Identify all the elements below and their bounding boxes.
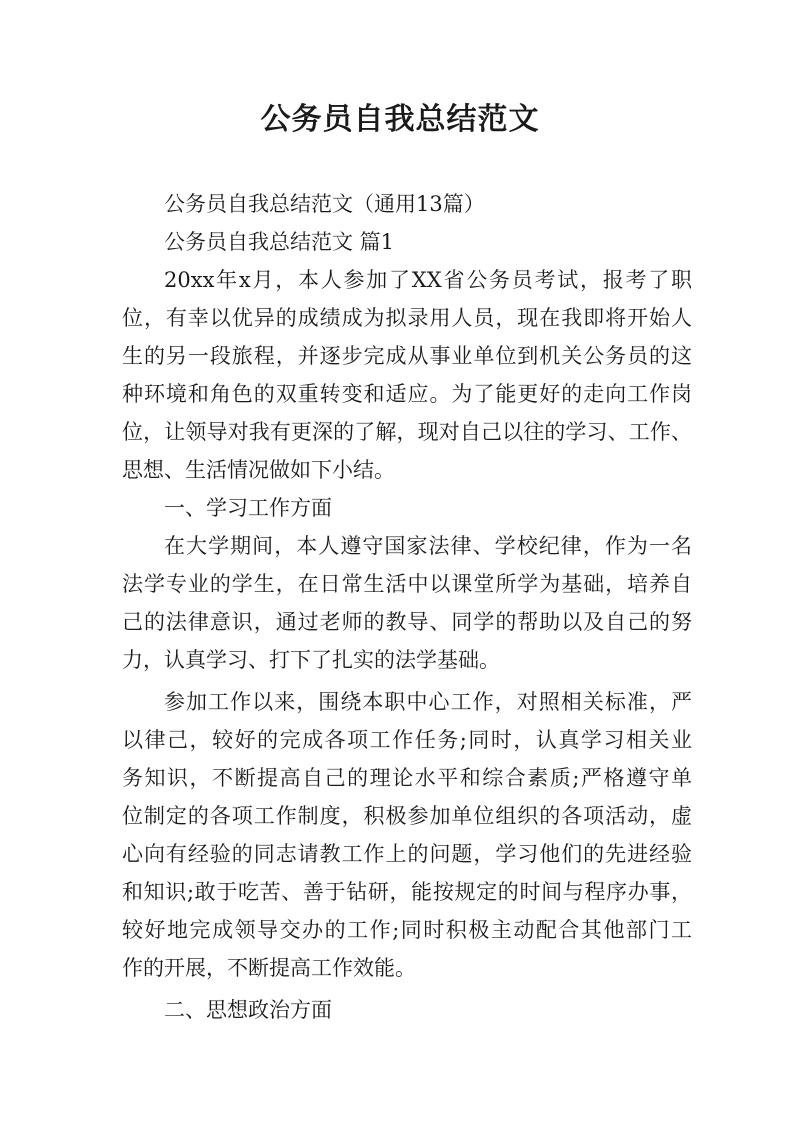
- paragraph-line: 和知识;敢于吃苦、善于钻研，能按规定的时间与程序办事，: [122, 880, 692, 904]
- paragraph-line: 己的法律意识，通过老师的教导、同学的帮助以及自己的努: [122, 610, 692, 634]
- document-title: 公务员自我总结范文: [260, 102, 540, 137]
- paragraph-1: [122, 261, 692, 489]
- paragraph-line: 参加工作以来，围绕本职中心工作，对照相关标准，严: [164, 690, 692, 714]
- paragraph-line: 位制定的各项工作制度，积极参加单位组织的各项活动，虚: [122, 804, 692, 828]
- paragraph-2: [122, 527, 692, 679]
- document-body: [122, 185, 692, 1029]
- paragraph-line: 在大学期间，本人遵守国家法律、学校纪律，作为一名: [164, 534, 692, 558]
- paragraph-line: 以律己，较好的完成各项工作任务;同时，认真学习相关业: [122, 728, 692, 752]
- document-subtitle: 公务员自我总结范文（通用13篇）: [164, 192, 485, 216]
- paragraph-line: 种环境和角色的双重转变和适应。为了能更好的走向工作岗: [122, 382, 692, 406]
- paragraph-line: 位，让领导对我有更深的了解，现对自己以往的学习、工作、: [122, 420, 692, 444]
- paragraph-line: 务知识，不断提高自己的理论水平和综合素质;严格遵守单: [122, 766, 692, 790]
- section-heading: 公务员自我总结范文 篇1: [164, 230, 395, 254]
- paragraph-line: 20xx年x月，本人参加了XX省公务员考试，报考了职: [164, 268, 692, 292]
- heading-ideology-politics: 二、思想政治方面: [164, 998, 332, 1022]
- heading-study-work: 一、学习工作方面: [164, 496, 332, 520]
- paragraph-line: 法学专业的学生，在日常生活中以课堂所学为基础，培养自: [122, 572, 692, 596]
- paragraph-line: 较好地完成领导交办的工作;同时积极主动配合其他部门工: [122, 918, 692, 942]
- paragraph-line: 力，认真学习、打下了扎实的法学基础。: [122, 648, 500, 672]
- paragraph-line: 作的开展，不断提高工作效能。: [122, 956, 416, 980]
- paragraph-3: [122, 683, 692, 987]
- paragraph-line: 思想、生活情况做如下小结。: [122, 458, 395, 482]
- paragraph-line: 生的另一段旅程，并逐步完成从事业单位到机关公务员的这: [122, 344, 692, 368]
- paragraph-line: 心向有经验的同志请教工作上的问题，学习他们的先进经验: [122, 842, 692, 866]
- paragraph-line: 位，有幸以优异的成绩成为拟录用人员，现在我即将开始人: [122, 306, 692, 330]
